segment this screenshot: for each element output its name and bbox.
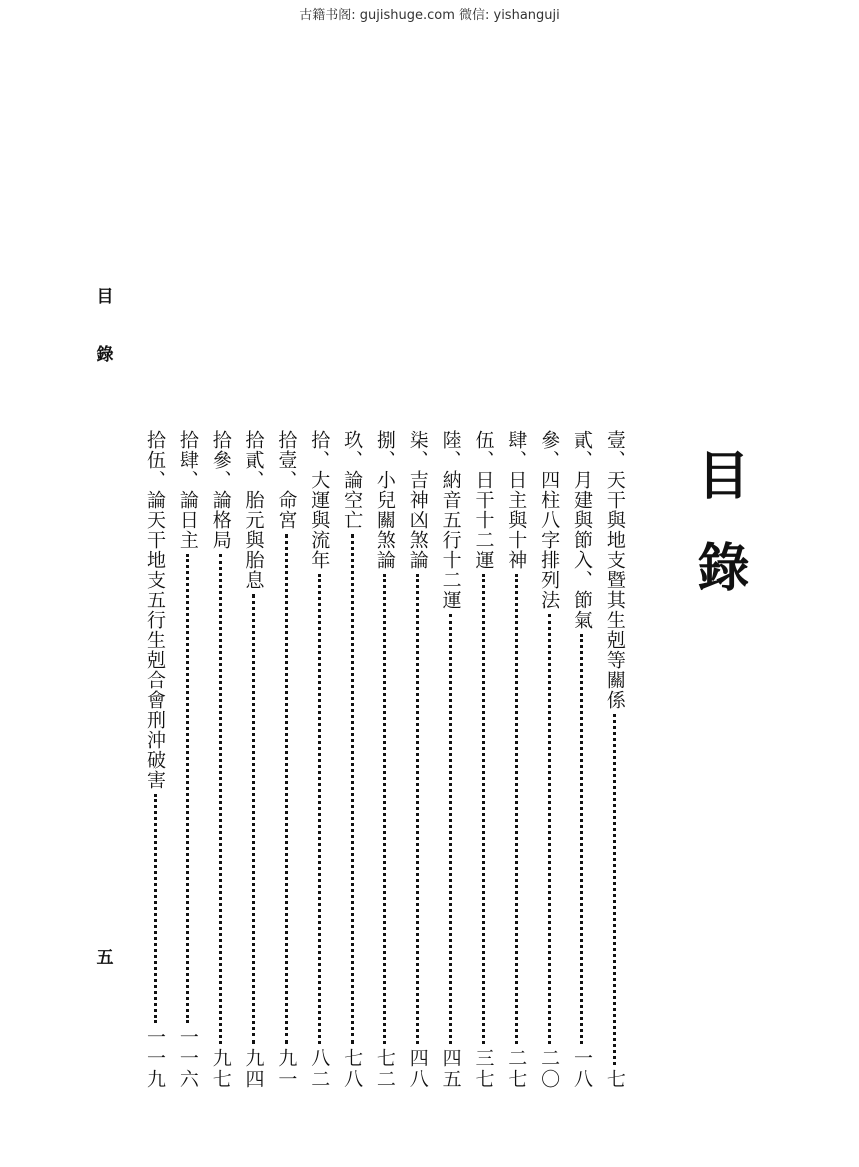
toc-leader-dots [285,534,288,1044]
running-header-char-1: 目 [96,287,114,307]
toc-entry[interactable] [436,430,466,1090]
running-header-char-2: 錄 [96,345,114,365]
toc-entry-page: 七 [603,1069,626,1090]
toc-leader-dots [613,714,616,1065]
running-header [94,282,116,398]
watermark-text: 古籍书阁: gujishuge.com 微信: yishanguji [299,8,560,23]
toc-entry-page: 九一 [275,1048,298,1090]
toc-entry[interactable] [468,430,498,1090]
toc-leader-dots [482,574,485,1044]
toc-entry-title: 玖、論空亡 [341,430,364,530]
toc-entry-title: 壹、天干與地支暨其生剋等關係 [603,430,626,710]
toc-entry[interactable] [337,430,367,1090]
toc-entry[interactable] [239,430,269,1090]
toc-leader-dots [318,574,321,1044]
toc-entry-title: 參、四柱八字排列法 [538,430,561,610]
toc-entry-title: 拾貳、胎元與胎息 [242,430,265,590]
toc-leader-dots [449,614,452,1044]
toc-entry[interactable] [206,430,236,1090]
toc-entry-page: 三七 [472,1048,495,1090]
toc-entry-title: 捌、小兒關煞論 [373,430,396,570]
toc-leader-dots [515,574,518,1044]
toc-entry-title: 伍、日干十二運 [472,430,495,570]
toc-entry-title: 拾、大運與流年 [308,430,331,570]
toc-entry-page: 九七 [209,1048,232,1090]
page-title: 目錄 [688,448,749,632]
toc-leader-dots [186,554,189,1023]
toc-entry-page: 七八 [341,1048,364,1090]
toc-entry[interactable] [501,430,531,1090]
toc-entry-page: 一一九 [144,1027,166,1090]
toc-leader-dots [219,554,222,1044]
toc-leader-dots [580,634,583,1044]
toc-entry-title: 拾伍、論天干地支五行生剋合會刑沖破害 [144,430,166,790]
table-of-contents [140,430,630,1090]
toc-leader-dots [154,794,157,1023]
toc-entry[interactable] [534,430,564,1090]
toc-entry-page: 一八 [570,1048,593,1090]
toc-entry-title: 貳、月建與節入、節氣 [570,430,593,630]
toc-entry[interactable] [271,430,301,1090]
toc-entry-title: 柒、吉神凶煞論 [406,430,429,570]
toc-entry-title: 拾肆、論日主 [176,430,199,550]
toc-entry-title: 拾壹、命宮 [275,430,298,530]
toc-entry-page: 四五 [439,1048,462,1090]
toc-entry[interactable] [403,430,433,1090]
toc-entry-title: 陸、納音五行十二運 [439,430,462,610]
toc-entry[interactable] [173,430,203,1090]
toc-entry-page: 八二 [308,1048,331,1090]
toc-entry[interactable] [600,430,630,1090]
toc-entry-page: 四八 [406,1048,429,1090]
toc-entry[interactable] [140,430,170,1090]
toc-leader-dots [548,614,551,1044]
toc-entry-page: 二七 [505,1048,528,1090]
toc-entry-title: 拾參、論格局 [209,430,232,550]
page-number: 五 [96,948,114,968]
toc-leader-dots [383,574,386,1044]
toc-entry[interactable] [370,430,400,1090]
toc-entry[interactable] [567,430,597,1090]
toc-entry[interactable] [304,430,334,1090]
toc-entry-title: 肆、日主與十神 [505,430,528,570]
toc-leader-dots [416,574,419,1044]
toc-entry-page: 九四 [242,1048,265,1090]
toc-entry-page: 一一六 [176,1027,199,1090]
toc-entry-page: 二〇 [538,1048,561,1090]
toc-leader-dots [252,594,255,1044]
toc-entry-page: 七二 [373,1048,396,1090]
toc-leader-dots [351,534,354,1044]
